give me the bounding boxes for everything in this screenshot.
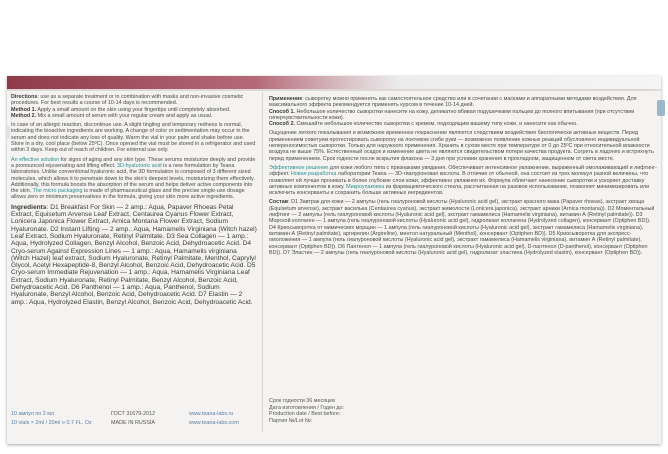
english-text-column xyxy=(11,94,257,309)
lot-number: Партия №/Lot №: xyxy=(269,417,313,424)
ru-caution-paragraph: Ощущение легкого покалывания и возможное временное покраснение являются следствием воздействия биологически активных веществ. Перед применением советуем протестировать сыворотку на локтевом сгибе руки — возможное появление кожных реакций обусловлено индивидуальной непереносимостью сыворотки. Только для наружного применения. Хранить в сухом месте при температуре от 0 до 25ºС при относительной влажности воздуха не выше 75%. Естественный осадок и изменение цвета не являются свидетельством потери качества продукта. Согреть в ладонях и встряхнуть перед применением. Срок годности после вскрытия флакона — 3 дня при условии хранения в прохладном, защищенном от света месте. xyxy=(269,130,654,162)
ru-solution-text-b: лаборатории Teana — 3D-гиалуроновая кислота. В отличие от обычной, она состоит из трех молекул разной величины, что позволяет ей лучше проникать в более глубокие слои кожи, эффективно увлажняя их. Формула облегчает нанесение сыворотки и ускоряет доставку активных компонентов в кожу. xyxy=(269,171,649,190)
english-footer xyxy=(11,410,257,440)
ru-solution-text-a: для кожи любого типа с признаками увядания. Обеспечивает интенсивное увлажнение, выраженный омолаживающий и лифтинг-эффект. xyxy=(269,164,657,178)
ru-micro-label: Микроупаковка xyxy=(346,183,385,190)
directions-text: : use as a separate treatment or in combination with masks and non-invasive cosmetic procedures. For best results a course of 10-14 days is recommended. xyxy=(11,94,244,107)
packaging-label: The micro packaging xyxy=(32,188,83,195)
ru-solution-paragraph xyxy=(269,165,657,196)
package-back-panel xyxy=(7,76,661,444)
ru-solution-label: Эффективное решение xyxy=(269,164,329,171)
website-ru: www.teana-labs.ru xyxy=(189,411,234,417)
composition-text: : D1 Завтрак для кожи — 2 ампулы (гель гиалуроновой кислоты (Hyaluronic acid gel), экстракт красного мака (Papaver rhoeas), экстракт хвоща (Equisetum arvense), экстракт василька (Centaurea cyanus), экстракт жимолости (Lonicera japonica), экстракт арники (Arnica montana)). D2 Моментальный лифтинг — 2 ампулы (гель гиалуроновой кислоты (Hyaluronic acid gel), экстракт гамамелиса (Hamamelis virginiana), витамин А (Retinyl palmitate)). D3 Морской коллаген — 1 ампула (гель гиалуроновой кислоты (Hyaluronic acid gel), гидролизат коллагена (Hydrolyzed collagen), консервант (Optiphen BD)). D4 Криосыворотка от мимических морщин — 1 ампула (гель гиалуроновой кислоты (Hyaluronic acid gel), экстракт гамамелиса (Hamamelis virginiana), витамин А (Retinyl palmitate), аргирелин (Argireline), ментол натуральный (Menthol), консервант (Optiphen BD)). D5 Криосыворотка для экспресс-омоложения — 1 ампула (гель гиалуроновой кислоты (Hyaluronic acid gel), экстракт гамамелиса (Hamamelis virginiana), витамин А (Retinyl palmitate), консервант (Optiphen BD)). D6 Пантенол — 1 ампула (гель гиалуроновой кислоты (Hyaluronic acid gel), D-пантенол (D-panthenol), консервант (Optiphen BD)). D7 Эластин — 2 ампулы (гель гиалуроновой кислоты (Hyaluronic acid gel), гидролизат эластина (Hydrolyzed elastin), консервант (Optiphen BD)). xyxy=(269,199,655,256)
production-date-en: Production date / Best before: xyxy=(269,411,341,418)
ingredients-label: Ingredients xyxy=(11,203,47,211)
shelf-life: Срок годности 36 месяцев xyxy=(269,398,335,404)
ru-method2-text: Смешайте небольшое количество сыворотки с кремом, подходящим вашему типу кожи, и нанесите как обычно. xyxy=(295,121,578,128)
solution-label: An effective solution xyxy=(11,156,60,163)
method2-label: Method 2. xyxy=(11,112,37,119)
ru-novelty-label: Новая разработка xyxy=(290,171,337,178)
package-top-band xyxy=(7,76,661,89)
ru-method1-text: Небольшое количество сыворотки нанесите на кожу, деликатно вбивая подушечками пальцев до полного впитывания (при отсутствии гиперчувствительности кожи). xyxy=(269,108,635,121)
package-edge xyxy=(7,89,661,91)
package-tab xyxy=(657,100,665,116)
hyaluronic-label: 3D-hyaluronic acid xyxy=(117,162,162,169)
composition-paragraph xyxy=(269,199,657,256)
column-divider xyxy=(262,92,263,432)
website-com: www.teana-labs.com xyxy=(189,420,239,426)
caution-paragraph: In case of an allergic reaction, discontinue use. A slight tingling and temporary redness is normal, indicating the bioactive ingredients are working. A change of color or sedimentation may occur in the serum and does not indicate any loss of quality. Warm the vial in your palm and shake before use. Store in a dry, cool place (below 25ºС). Once opened the vial must be stored in a refrigerator and used within 3 days. Keep out of reach of children. For external use only. xyxy=(11,122,256,154)
package-side-flap xyxy=(7,126,10,138)
ru-method1-label: Способ 1. xyxy=(269,108,295,115)
directions-paragraph xyxy=(11,94,257,119)
application-label: Применение xyxy=(269,96,303,102)
method1-text: Apply a small amount on the skin using your fingertips until completely absorbed. xyxy=(36,106,231,113)
method2-text: Mix a small amount of serum with your regular cream and apply as usual. xyxy=(36,112,213,119)
solution-text-a: for signs of aging and any skin type. These serums moisturize deeply and provide a pronounced rejuvenating and lifting effect. xyxy=(11,156,256,169)
solution-text-b: is a new formulation by Teana laboratories. Unlike conventional hyaluronic acid, the 3D formulation is composed of 3 different sized molecules, which allows it to penetrate down to the skin's deepest levels, moisturizing them effectively. Additionally, this formula boosts the absorption of the serum and helps deliver active components into the skin. xyxy=(11,162,255,195)
application-text: : сыворотку можно применять как самостоятельное средство или в сочетании с масками и аппаратными методами воздействия. Для максимального эффекта рекомендуется применять курсом в течение 10-14 дней. xyxy=(269,96,637,109)
composition-label: Состав xyxy=(269,199,289,206)
method1-label: Method 1. xyxy=(11,106,37,113)
vials-volume: 10 vials × 2ml / 20ml ℮ 0.7 FL. Oz xyxy=(11,420,92,426)
ingredients-paragraph xyxy=(11,204,257,306)
ru-solution-text-c: из фармацевтического стекла, рассчитанная на разовое использование, позволяет минимизировать или исключить консерванты и сохранить больше активных ингредиентов. xyxy=(269,183,650,197)
solution-paragraph xyxy=(11,157,257,201)
ru-method2-label: Способ 2. xyxy=(269,121,295,128)
ingredients-text: : D1 Breakfast For Skin — 2 amp.: Aqua, Papaver Rhoeas Petal Extract, Equisetum Arvense Leaf Extract, Centaurea Cyanus Flower Extract, Lonicera Japonica Flower Extract, Arnica Montana Flower Extract, Sodium Hyaluronate. D2 Instant Lifting — 2 amp.: Aqua, Hamamelis Virginiana (Witch hazel) Leaf Extract, Sodium Hyaluronate, Retinyl Palmitate. D3 Sea Collagen — 1 amp.: Aqua, Hydrolyzed Collagen, Benzyl Alcohol, Benzoic Acid, Dehydroacetic Acid. D4 Cryo-serum Against Expression Lines — 1 amp.: Aqua, Hamamelis virginiana (Witch Hazel) leaf extract, Sodium Hyaluronate, Retinyl Palmitate, Menthol, Caprylyl Glycol, Acetyl Hexapeptide-8, Benzyl Alcohol, Benzoic Acid, Dehydroacetic Acid. D5 Cryo-serum Immediate Rejuvenation — 1 amp.: Aqua, Hamamelis Virginiana Leaf Extract, Sodium Hyaluronate, Retinyl Palmitate, Benzyl Alcohol, Benzoic Acid, Dehydroacetic Acid. D6 Panthenol — 1 amp.: Aqua, Panthenol, Sodium Hyaluronate, Benzyl Alcohol, Benzoic Acid, Dehydroacetic Acid. D7 Elastin — 2 amp.: Aqua, Hydrolyzed Elastin, Benzyl Alcohol, Benzoic Acid, Dehydroacetic Acid. xyxy=(11,203,257,306)
gost-standard: ГОСТ 31679-2012 xyxy=(111,411,156,417)
solution-text-c: is made of pharmaceutical glass and the precise single-use dosage allows zero or minimum preservatives in the formula, giving your skin more active ingredients. xyxy=(11,188,245,201)
ampoules-count: 10 ампул по 2 мл xyxy=(11,411,55,417)
directions-label: Directions xyxy=(11,94,38,100)
made-in-label: MADE IN RUSSIA xyxy=(111,420,156,426)
production-date-ru: Дата изготовления / Годен до: xyxy=(269,404,345,411)
russian-footer xyxy=(269,398,429,424)
application-paragraph xyxy=(269,96,657,127)
russian-text-column xyxy=(269,96,657,259)
